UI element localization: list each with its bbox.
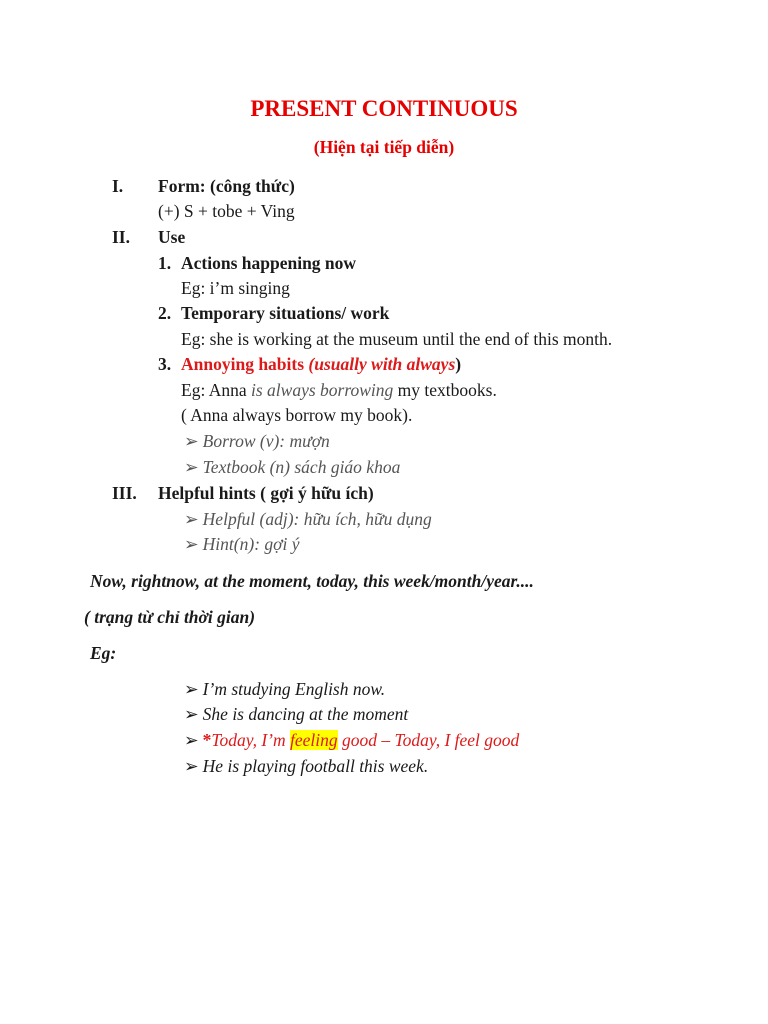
time-adverbs-list: Now, rightnow, at the moment, today, this week/month/year.... [90, 571, 534, 591]
page-title: PRESENT CONTINUOUS [250, 96, 518, 121]
use-3-number: 3. [158, 354, 172, 374]
use-3-heading-close: ) [455, 354, 462, 374]
use-1-number: 1. [158, 253, 172, 273]
form-formula: (+) S + tobe + Ving [158, 201, 295, 221]
page-subtitle: (Hiện tại tiếp diễn) [313, 137, 455, 157]
vocab-textbook [184, 456, 400, 478]
vocab-helpful-text: Helpful (adj): hữu ích, hữu dụng [202, 509, 432, 529]
use-3-example [181, 379, 497, 401]
example-3-after: good – Today, I feel good [337, 730, 520, 750]
example-4-text: He is playing football this week. [202, 756, 429, 776]
example-3-highlight: feeling [290, 730, 338, 750]
use-3-heading-main: Annoying habits [181, 354, 309, 374]
use-2-heading: Temporary situations/ work [181, 303, 390, 323]
arrow-bullet-icon: ➢ [184, 704, 199, 724]
arrow-bullet-icon: ➢ [184, 457, 199, 477]
example-2 [184, 703, 408, 725]
example-3-before: Today, I’m [211, 730, 291, 750]
use-3-heading-note: (usually with always [308, 354, 456, 374]
use-3-example-prefix: Eg: Anna [181, 380, 251, 400]
arrow-bullet-icon: ➢ [184, 509, 199, 529]
example-3-star: * [202, 730, 212, 750]
use-2-example: Eg: she is working at the museum until the end of this month. [181, 329, 613, 349]
section-3-numeral: III. [112, 483, 137, 503]
use-3-example-italic: is always borrowing [251, 380, 394, 400]
arrow-bullet-icon: ➢ [184, 431, 199, 451]
use-1-heading: Actions happening now [181, 253, 357, 273]
vocab-hint-text: Hint(n): gợi ý [202, 534, 300, 554]
use-3-paraphrase: ( Anna always borrow my book). [181, 405, 413, 425]
vocab-borrow [184, 430, 330, 452]
examples-label: Eg: [90, 643, 117, 663]
use-3-heading [181, 353, 461, 375]
example-1 [184, 678, 385, 700]
vocab-hint [184, 533, 300, 555]
section-1-heading: Form: (công thức) [158, 176, 295, 196]
section-1-numeral: I. [112, 176, 124, 196]
arrow-bullet-icon: ➢ [184, 679, 199, 699]
vocab-borrow-text: Borrow (v): mượn [202, 431, 330, 451]
time-adverbs-note: ( trạng từ chỉ thời gian) [84, 607, 256, 627]
vocab-textbook-text: Textbook (n) sách giáo khoa [202, 457, 401, 477]
example-1-text: I’m studying English now. [202, 679, 386, 699]
arrow-bullet-icon: ➢ [184, 534, 199, 554]
use-2-number: 2. [158, 303, 172, 323]
example-2-text: She is dancing at the moment [202, 704, 409, 724]
use-1-example: Eg: i’m singing [181, 278, 290, 298]
vocab-helpful [184, 508, 432, 530]
example-4 [184, 755, 428, 777]
section-2-heading: Use [158, 227, 186, 247]
section-3-heading: Helpful hints ( gợi ý hữu ích) [158, 483, 374, 503]
section-2-numeral: II. [112, 227, 130, 247]
example-3 [184, 729, 519, 751]
arrow-bullet-icon: ➢ [184, 756, 199, 776]
use-3-example-suffix: my textbooks. [393, 380, 497, 400]
arrow-bullet-icon: ➢ [184, 730, 199, 750]
